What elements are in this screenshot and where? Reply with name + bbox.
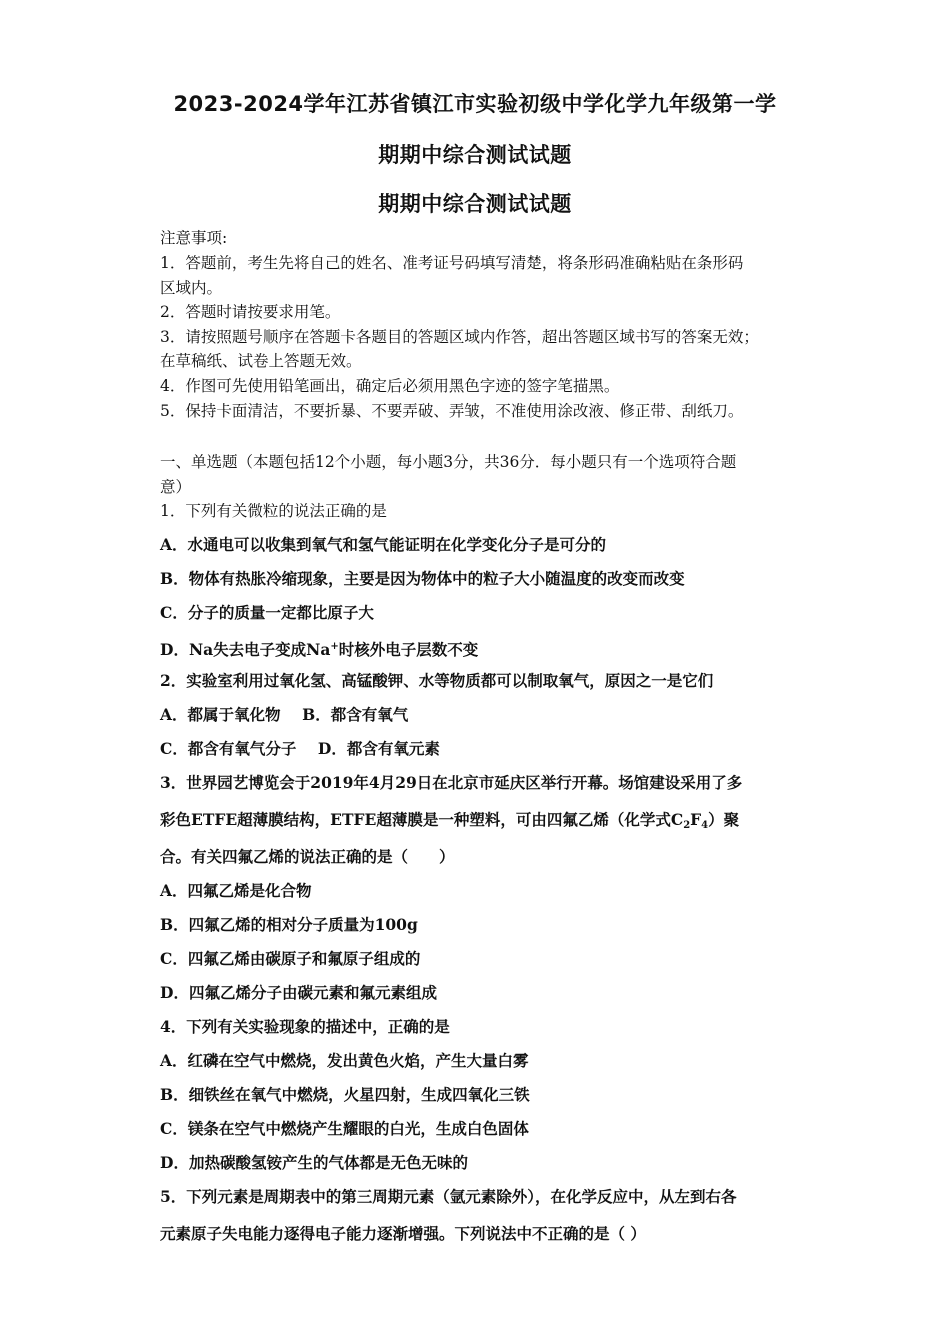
- exam-title-line-2: 期期中综合测试试题: [378, 143, 572, 167]
- question-3-option-d: D．四氟乙烯分子由碳元素和氟元素组成: [160, 983, 437, 1002]
- question-2-options-ab: A．都属于氧化物 B．都含有氧气: [160, 705, 409, 724]
- notice-item: 4．作图可先使用铅笔画出，确定后必须用黑色字迹的签字笔描黑。: [160, 377, 620, 395]
- q1-d-superscript: +: [330, 641, 339, 652]
- q1-d-text-end: 时核外电子层数不变: [338, 640, 479, 659]
- question-5-stem: 5．下列元素是周期表中的第三周期元素（氩元素除外），在化学反应中，从左到右各: [160, 1187, 737, 1206]
- q3-text: 彩色ETFE超薄膜结构，ETFE超薄膜是一种塑料，可由四氟乙烯（化学式C: [160, 810, 684, 829]
- notice-item: 在草稿纸、试卷上答题无效。: [160, 352, 362, 370]
- question-1-option-d: [160, 637, 478, 660]
- question-4-option-d: D．加热碳酸氢铵产生的气体都是无色无味的: [160, 1153, 468, 1172]
- question-3-stem: 3．世界园艺博览会于2019年4月29日在北京市延庆区举行开幕。场馆建设采用了多: [160, 773, 743, 792]
- exam-title-line-1: 2023-2024学年江苏省镇江市实验初级中学化学九年级第一学: [173, 92, 777, 116]
- question-4-option-a: A．红磷在空气中燃烧，发出黄色火焰，产生大量白雾: [160, 1051, 529, 1070]
- question-3-stem-cont: [160, 810, 739, 836]
- question-1-option-a: A．水通电可以收集到氧气和氢气能证明在化学变化分子是可分的: [160, 535, 607, 554]
- q3-text-end: ）聚: [708, 810, 740, 829]
- notice-item: 1．答题前，考生先将自己的姓名、准考证号码填写清楚，将条形码准确粘贴在条形码: [160, 254, 744, 272]
- question-4-option-b: B．细铁丝在氧气中燃烧，火星四射，生成四氧化三铁: [160, 1085, 530, 1104]
- notice-item: 2．答题时请按要求用笔。: [160, 303, 341, 321]
- question-4-option-c: C．镁条在空气中燃烧产生耀眼的白光，生成白色固体: [160, 1119, 529, 1138]
- q3-subscript: 4: [701, 820, 709, 831]
- notice-heading: 注意事项:: [160, 229, 228, 247]
- notice-item: 区域内。: [160, 279, 223, 297]
- question-3-option-c: C．四氟乙烯由碳原子和氟原子组成的: [160, 949, 421, 968]
- notice-item: 3．请按照题号顺序在答题卡各题目的答题区域内作答，超出答题区域书写的答案无效；: [160, 328, 759, 346]
- question-1-stem: 1．下列有关微粒的说法正确的是: [160, 502, 387, 520]
- section-heading-cont: 意）: [160, 478, 192, 496]
- question-1-option-c: C．分子的质量一定都比原子大: [160, 603, 374, 622]
- q3-formula: F: [690, 810, 702, 829]
- question-3-option-b: B．四氟乙烯的相对分子质量为100g: [160, 915, 418, 934]
- question-3-stem-end: 合。有关四氟乙烯的说法正确的是（ ）: [160, 847, 455, 866]
- question-5-stem-cont: 元素原子失电能力逐得电子能力逐渐增强。下列说法中不正确的是（ ）: [160, 1224, 646, 1243]
- q1-d-text: D．Na失去电子变成Na: [160, 640, 331, 659]
- question-2-options-cd: C．都含有氧气分子 D．都含有氧元素: [160, 739, 440, 758]
- question-4-stem: 4．下列有关实验现象的描述中，正确的是: [160, 1017, 450, 1036]
- q3-subscript: 2: [683, 820, 691, 831]
- question-1-option-b: B．物体有热胀冷缩现象，主要是因为物体中的粒子大小随温度的改变而改变: [160, 569, 685, 588]
- exam-title-line-3: 期期中综合测试试题: [378, 192, 572, 216]
- question-2-stem: 2．实验室利用过氧化氢、高锰酸钾、水等物质都可以制取氧气，原因之一是它们: [160, 671, 714, 690]
- question-3-option-a: A．四氟乙烯是化合物: [160, 881, 312, 900]
- notice-item: 5．保持卡面清洁，不要折暴、不要弄破、弄皱，不准使用涂改液、修正带、刮纸刀。: [160, 402, 744, 420]
- section-heading: 一、单选题（本题包括12个小题，每小题3分，共36分．每小题只有一个选项符合题: [160, 453, 737, 471]
